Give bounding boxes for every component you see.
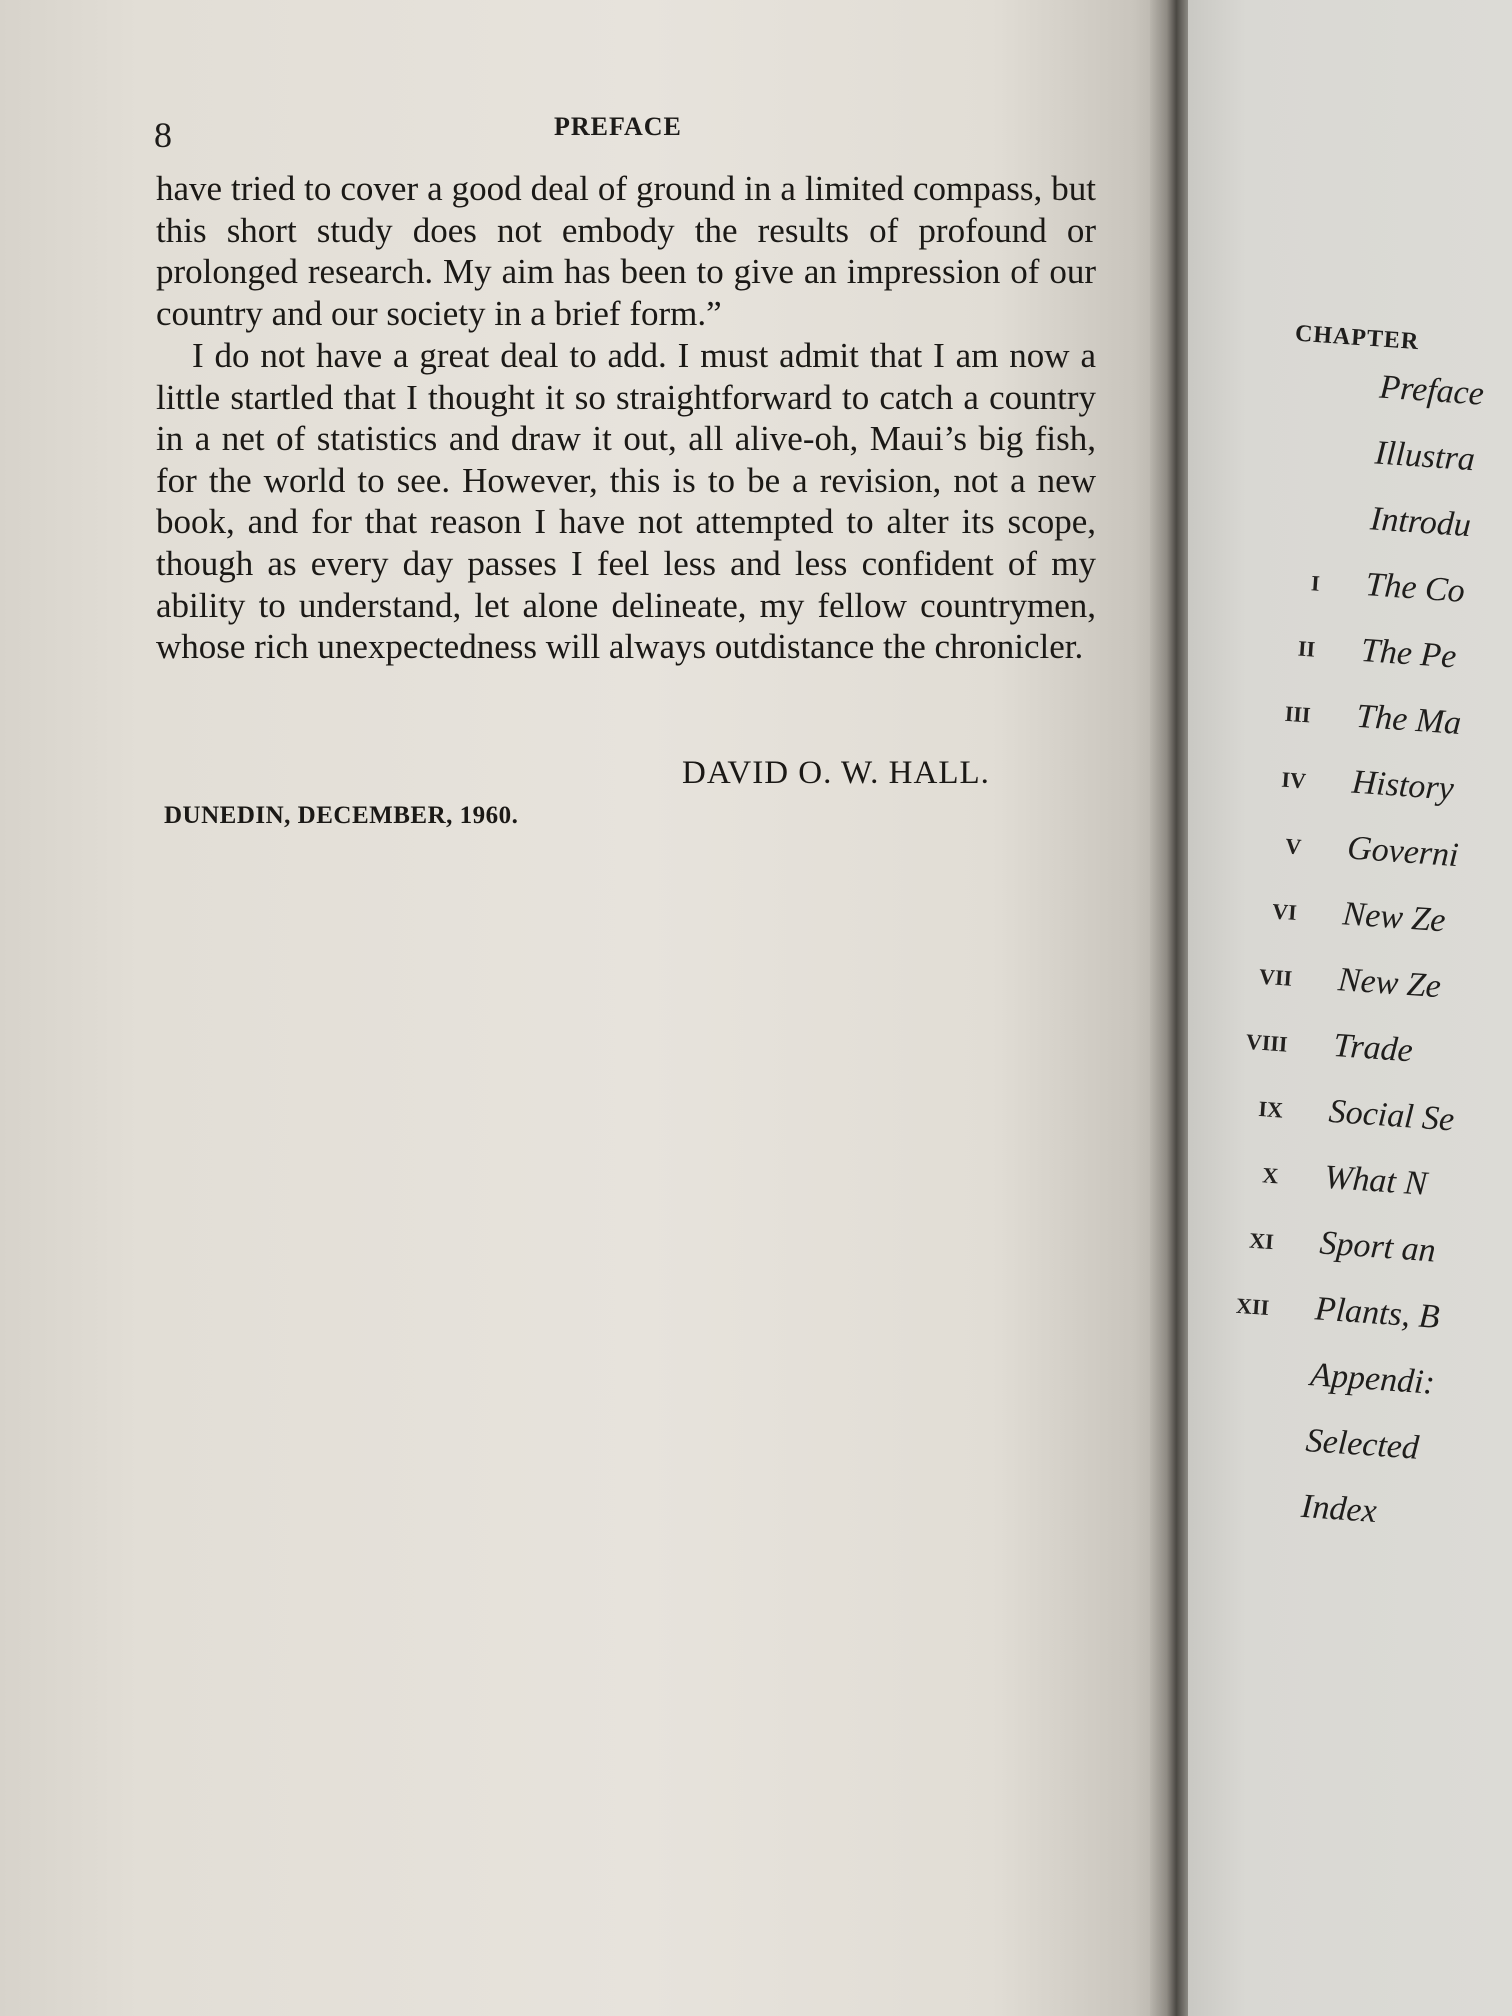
paragraph-2: I do not have a great deal to add. I must admit that I am now a little startled that I thought it so straightforward to catch a country in a net of statistics and draw it out, all alive-oh, Maui’s big fish, for the world to see. However, this is to be a revision, not a new book, and for that reason I have not attempted to alter its scope, though as every day passes I feel less and less confident of my ability to understand, let alone delineate, my fellow countrymen, whose rich unexpectedness will always outdistance the chronicler. [156,336,1096,667]
toc-chapter-title: Social Se [1327,1092,1456,1139]
toc-chapter-number: X [1261,1162,1280,1189]
toc-chapter-title: The Co [1364,566,1466,610]
toc-chapter-title: Appendi: [1309,1356,1437,1402]
toc-chapter-title: Illustra [1373,434,1477,479]
running-head: PREFACE [554,112,682,141]
toc-chapter-title: Governi [1346,829,1460,875]
toc-chapter-title: Preface [1378,368,1486,413]
paragraph-1: have tried to cover a good deal of ground in a limited compass, but this short study does not embody the results of profound or prolonged research. My aim has been to give an impression of our country and our society in a brief form.” [156,169,1096,333]
toc-chapter-title: Index [1299,1487,1378,1531]
place-and-date: DUNEDIN, DECEMBER, 1960. [164,802,519,829]
toc-chapter-number: II [1297,635,1316,662]
toc-row [1202,1489,1512,1574]
toc-chapter-number: XI [1248,1227,1275,1255]
toc-chapter-number: VII [1258,963,1293,991]
toc-chapter-title: What N [1323,1158,1429,1203]
toc-chapter-number: IV [1280,766,1307,794]
toc-chapter-title: New Ze [1341,895,1447,940]
toc-chapter-title: New Ze [1336,961,1443,1006]
toc-chapter-number: III [1284,700,1312,728]
toc-chapter-title: Selected [1304,1422,1421,1467]
toc-chapter-number: XII [1235,1292,1270,1321]
toc-chapter-title: Introdu [1369,500,1473,545]
toc-chapter-number: VIII [1245,1028,1289,1057]
author-signature: DAVID O. W. HALL. [682,755,990,791]
toc-chapter-title: Sport an [1318,1224,1437,1270]
toc-chapter-title: The Ma [1355,697,1463,743]
toc-chapter-title: Plants, B [1313,1290,1441,1336]
toc-chapter-number: I [1310,570,1321,596]
toc-chapter-title: History [1350,763,1455,808]
page-number: 8 [154,115,172,155]
toc-chapter-number: IX [1257,1095,1284,1123]
toc-chapter-number: V [1284,833,1303,860]
toc-chapter-title: The Pe [1359,631,1458,676]
toc-chapter-number: VI [1271,898,1298,926]
toc-chapter-title: Trade [1332,1026,1414,1070]
chapter-heading: CHAPTER [1294,320,1421,356]
